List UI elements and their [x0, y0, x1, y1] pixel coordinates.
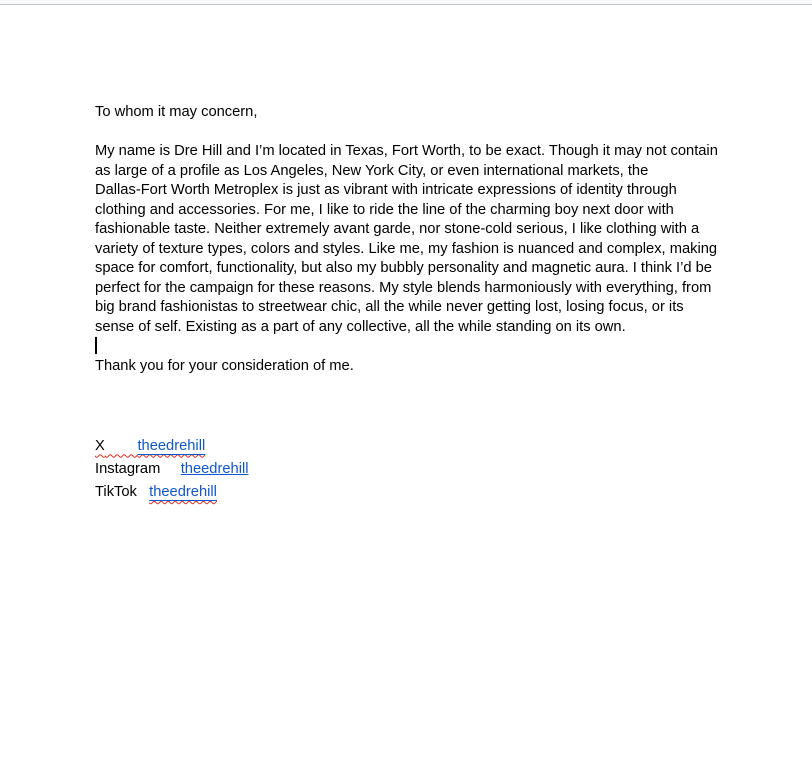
body-line: space for comfort, functionality, but also my bubbly personality and magnetic aura. I think I’d be — [95, 260, 712, 276]
blank-line — [95, 415, 785, 435]
platform-label-instagram: Instagram — [95, 460, 161, 477]
social-link-row-instagram — [95, 458, 785, 481]
body-line: My name is Dre Hill and I’m located in Texas, Fort Worth, to be exact. Though it may not contain — [95, 143, 718, 159]
body-line: perfect for the campaign for these reasons. My style blends harmoniously with everything, from — [95, 279, 712, 296]
body-line: Dallas-Fort Worth Metroplex is just as vibrant with intricate expressions of identity through — [95, 182, 677, 198]
platform-label-tiktok: TikTok — [95, 483, 137, 500]
salutation-line: To whom it may concern, — [95, 104, 258, 120]
misspelled-segment — [95, 438, 205, 454]
blank-line — [95, 123, 785, 143]
social-links-block — [95, 435, 785, 505]
tab-space — [105, 438, 138, 454]
blank-line — [95, 376, 785, 396]
document-text — [95, 103, 785, 504]
body-line: clothing and accessories. For me, I like to ride the line of the charming boy next door with — [95, 201, 674, 218]
social-link-row-x — [95, 435, 785, 458]
tab-space — [160, 461, 180, 477]
text-cursor — [95, 337, 97, 354]
body-line: big brand fashionistas to streetwear chic, all the while never getting lost, losing focus, or its — [95, 299, 684, 315]
social-link-row-tiktok — [95, 481, 785, 504]
x-handle-link[interactable]: theedrehill — [137, 437, 206, 454]
closing-line: Thank you for your consideration of me. — [95, 357, 354, 374]
body-line: sense of self. Existing as a part of any collective, all the while standing on its own. — [95, 318, 626, 335]
blank-line — [95, 396, 785, 416]
caret-line — [95, 337, 785, 357]
body-line: fashionable taste. Neither extremely avant garde, nor stone-cold serious, I like clothing with a — [95, 221, 700, 237]
tiktok-handle-link[interactable]: theedrehill — [149, 483, 217, 500]
document-page[interactable] — [0, 5, 812, 766]
instagram-handle-link[interactable]: theedrehill — [180, 460, 249, 477]
body-line: variety of texture types, colors and styles. Like me, my fashion is nuanced and complex, making — [95, 240, 718, 257]
misspelled-segment — [149, 484, 217, 500]
tab-space — [137, 484, 149, 500]
body-line: as large of a profile as Los Angeles, New York City, or even international markets, the — [95, 162, 649, 179]
platform-label-x: X — [95, 437, 105, 454]
